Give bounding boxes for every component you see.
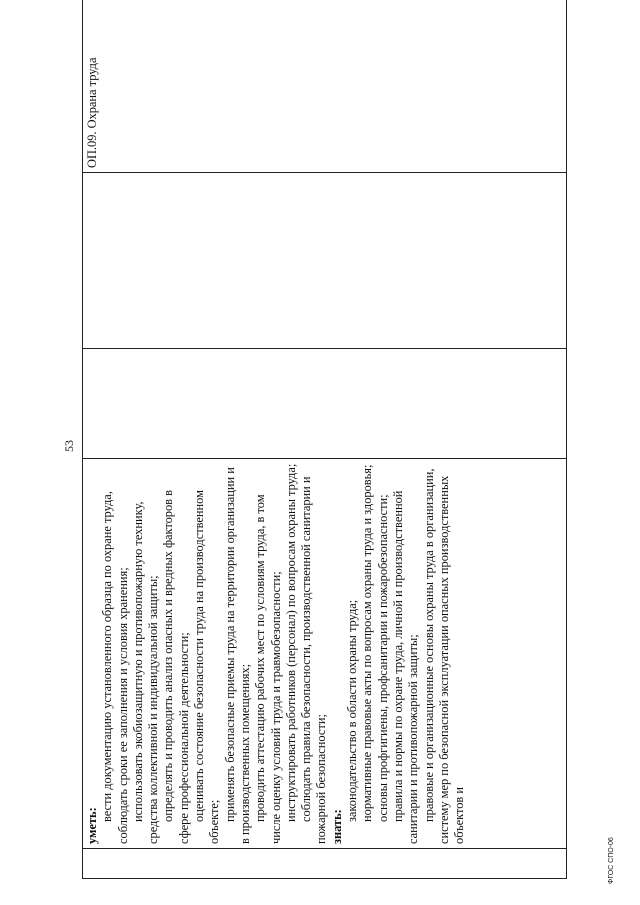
- empty-cell-hours-class: [83, 173, 567, 349]
- discipline-cell: ОП.09. Охрана труда: [83, 0, 567, 173]
- empty-cell-index: [83, 849, 567, 879]
- znat-header: знать:: [329, 809, 344, 844]
- znat-item: законодательство в области охраны труда;: [345, 599, 360, 822]
- umet-item: оценивать состояние безопасности труда на производственном объекте;: [192, 490, 222, 844]
- umet-item: определять и проводить анализ опасных и вредных факторов в сфере профессиональной деятельности;: [161, 490, 191, 844]
- umet-item: соблюдать правила безопасности, производственной санитарии и пожарной безопасности;: [299, 476, 329, 844]
- standard-table-rotated: [82, 22, 567, 879]
- umet-item: использовать экобиозащитную и противопожарную технику, средства коллективной и индивидуальной защиты;: [130, 501, 161, 844]
- table-row: [83, 0, 567, 879]
- page-number: 53: [62, 440, 76, 452]
- znat-item: правовые и организационные основы охраны труда в организации, систему мер по безопасной эксплуатации опасных производственных объектов и: [421, 468, 467, 844]
- empty-cell-hours-max: [83, 349, 567, 459]
- competency-table: [82, 0, 567, 879]
- znat-item: основы профгигиены, профсанитарии и пожаробезопасности;: [375, 494, 390, 822]
- umet-item: проводить аттестацию рабочих мест по условиям труда, в том числе оценку условий труда и травмобезопасности;: [253, 494, 283, 844]
- umet-item: вести документацию установленного образца по охране труда, соблюдать сроки ее заполнения и условия хранения;: [100, 491, 130, 844]
- umet-item: применять безопасные приемы труда на территории организации и в производственных помещениях;: [222, 467, 252, 844]
- znat-item: правила и нормы по охране труда, личной и производственной санитарии и противопожарной защиты;: [390, 490, 421, 844]
- znat-item: нормативные правовые акты по вопросам охраны труда и здоровья;: [360, 464, 375, 822]
- knowledge-skills-cell: [83, 459, 567, 849]
- umet-item: инструктировать работников (персонал) по вопросам охраны труда;: [283, 463, 298, 822]
- umet-header: уметь:: [85, 807, 99, 844]
- footer-label: ФГОС СПО-06: [608, 837, 615, 884]
